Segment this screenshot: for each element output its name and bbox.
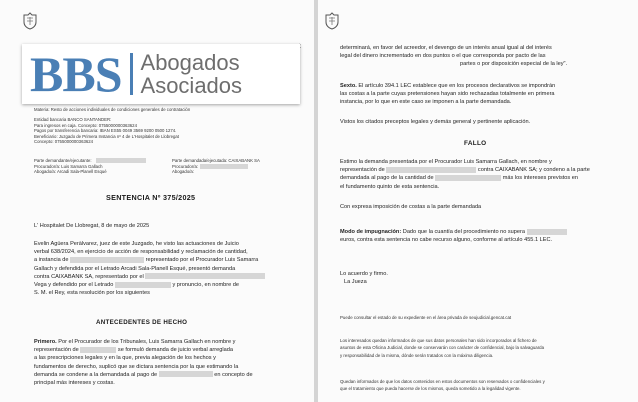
costas-line: Con expresa imposición de costas a la parte demandada [340, 204, 482, 210]
coat-of-arms-icon [324, 12, 340, 30]
redaction-bar [200, 164, 248, 169]
sentence-date: L' Hospitalet De Llobregat, 8 de mayo de 2025 [34, 223, 150, 229]
primero-paragraph [34, 338, 253, 387]
party-line: Abogado/a: [172, 169, 194, 175]
party-line: Parte demandante/ejecutante: [34, 158, 92, 163]
party-line: Abogado/a: Arcadi Sala-Planell Esqué [34, 169, 107, 175]
privacy-paragraph-1 [340, 337, 544, 359]
intro-paragraph [34, 240, 265, 297]
logo-line-1: Abogados [140, 50, 240, 75]
text-line: Quedan informados de que los datos contenidos en estos documentos son reservados o confidenciales y [340, 379, 545, 384]
text-line: a las prescripciones legales y en la que, previa alegación de los hechos y [34, 355, 216, 362]
text-line: principal más intereses y costas. [34, 380, 115, 387]
privacy-paragraph-2 [340, 378, 545, 393]
text-line: Evelin Agüera Peràlvarez, juez de este Juzgado, he visto las actuaciones de Juicio [34, 241, 239, 247]
bank-line: Concepto: 0755000000363624 [34, 139, 94, 145]
text-line: a instancia de representado por el Procurador Luis Samarra [34, 257, 259, 264]
text-line: Sexto. El artículo 394.1 LEC establece que en los procesos declarativos se impondrán [340, 83, 556, 89]
bank-line: Pagos por transferencia bancaria: IBAN ES55 0049 3569 9200 0500 1274. [34, 128, 177, 134]
text-line: representación de se formuló demanda de juicio verbal arreglada [34, 347, 233, 354]
text-line: determinará, en favor del acreedor, el devengo de un interés anual igual al del interés [340, 45, 552, 51]
text-line: partes o por disposición especial de la ley". [460, 61, 568, 68]
right-page [318, 0, 638, 402]
impugnacion-paragraph [340, 228, 567, 244]
text-line: el fundamento quinto de esta sentencia. [340, 183, 440, 190]
logo-line-2: Asociados [140, 73, 243, 98]
interest-paragraph [340, 44, 567, 69]
party-line: Parte demandada/ejecutada: CAIXABANK SA [172, 158, 260, 163]
text-line: euros, contra esta sentencia no cabe recurso alguno, conforme al artículo 455.1 LEC. [340, 237, 553, 244]
consult-note: Puede consultar el estado de su expediente en el área privada de seujudicial.gencat.cat [340, 315, 512, 320]
text-line: verbal 638/2024, en ejercicio de acción de responsabilidad y reclamación de cantidad, [34, 249, 248, 256]
text-line: demanda se condene a la demandada al pago de en concepto de [34, 371, 253, 378]
firm-logo [22, 44, 300, 104]
left-page [0, 0, 314, 402]
text-line: Vega y defendido por el Letrado y pronuncio, en nombre de [34, 282, 239, 289]
text-line: contra CAIXABANK SA, representado por el [34, 273, 265, 281]
text-line: Modo de impugnación: Dado que la cuantía del procedimiento no supera [340, 228, 567, 236]
text-line: Los interesados quedan informados de que sus datos personales han sido incorporados al fichero de [340, 338, 537, 343]
text-line: Estimo la demanda presentada por el Procurador Luis Samarra Gallach, en nombre y [340, 159, 552, 165]
text-line: y responsabilidad de la misma, dónde serán tratados con la máxima diligencia. [340, 352, 494, 358]
judge-label: La Jueza [344, 279, 367, 286]
text-line: que el tratamiento que pueda hacerse de los mismos, queda sometido a la legalidad vigente. [340, 386, 521, 392]
bank-line: Para ingresos en caja. Concepto: 0755000000363624 [34, 122, 137, 128]
sentence-title: SENTENCIA Nº 375/2025 [106, 193, 196, 202]
text-line: Gallach y defendida por el Letrado Arcadi Sala-Planell Esqué, presentó demanda [34, 265, 236, 272]
bank-info [34, 117, 179, 145]
section-heading-fallo: FALLO [464, 140, 487, 147]
text-line: fundamentos de derecho, suplicó que se dictara sentencia por la que estimando la [34, 363, 239, 370]
text-line: Primero. Por el Procurador de los Tribunales, Luis Samarra Gallach en nombre y [34, 339, 236, 345]
bank-line: Entidad bancaria BANCO SANTANDER: [34, 117, 112, 122]
bank-line: Beneficiario: Juzgado de Primera Instancia nº 4 de L'Hospitalet de Llobregat [34, 133, 179, 139]
signature-block [340, 270, 388, 286]
sexto-paragraph [340, 82, 555, 107]
logo-divider [130, 53, 133, 95]
text-line: instancia, por lo que en este caso se imponen a la parte demandada. [340, 99, 512, 106]
text-line: asuntos de esta Oficina Judicial, donde se conservarán con carácter de confidencial, bajo la salvaguarda [340, 345, 545, 351]
redaction-bar [96, 158, 146, 163]
fallo-paragraph [340, 158, 590, 191]
materia-line: Materia: Resto de acciones individuales de condiciones generales de contratación [34, 107, 191, 112]
vistos-line: Vistos los citados preceptos legales y demás general y pertinente aplicación. [340, 119, 531, 125]
text-line: las costas a la parte cuyas pretensiones hayan sido rechazadas totalmente en primera [340, 91, 555, 98]
text-line: demandada al pago de la cantidad de más los intereses previstos en [340, 175, 578, 182]
text-line: legal del dinero incrementado en dos puntos o el que corresponda por pacto de las [340, 53, 546, 60]
text-line: S. M. el Rey, esta resolución por los siguientes [34, 290, 150, 297]
coat-of-arms-icon [22, 12, 38, 30]
section-heading-antecedentes: ANTECEDENTES DE HECHO [96, 319, 188, 326]
party-line: Procurador/a: [172, 163, 199, 169]
party-line: Procurador/a: Luis Samarra Gallach [34, 163, 103, 169]
text-line: representación de contra CAIXABANK SA; y condeno a la parte [340, 167, 590, 174]
logo-brand: BBS [30, 46, 122, 102]
text-line: Lo acuerdo y firmo. [340, 271, 388, 277]
